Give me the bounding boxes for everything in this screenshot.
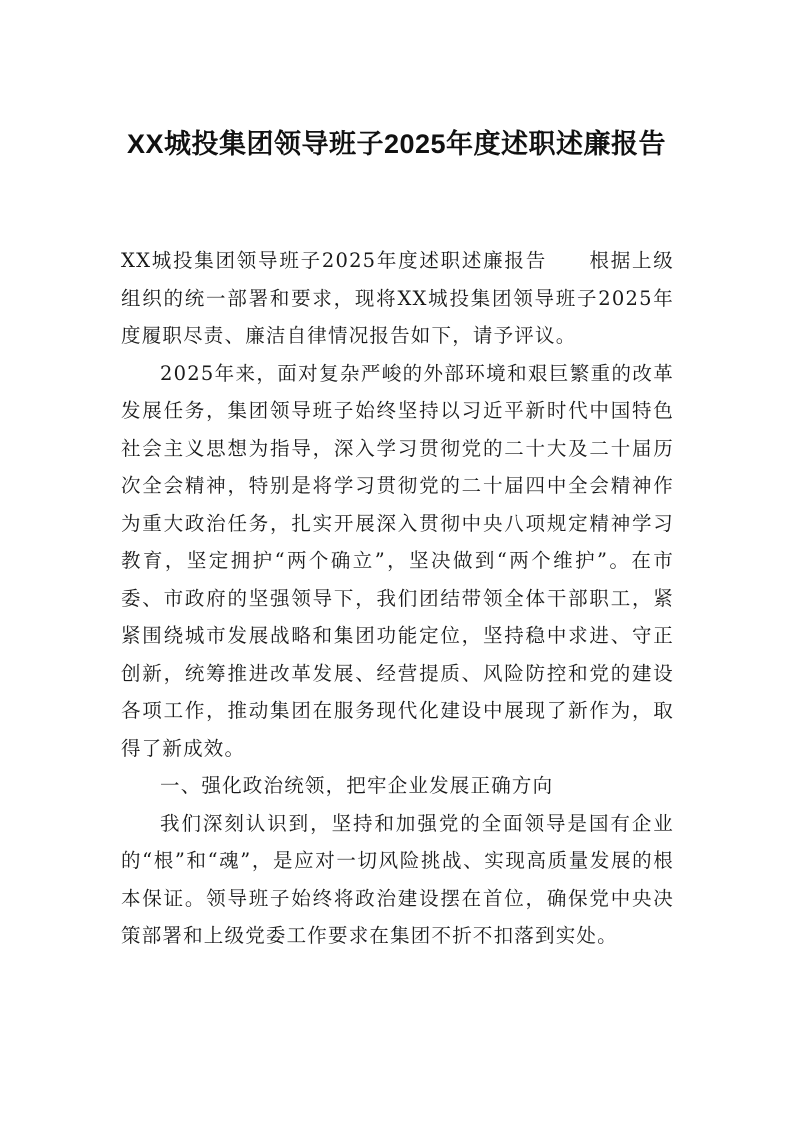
section-heading: 一、强化政治统领，把牢企业发展正确方向 [160,774,554,797]
document-title: XX城投集团领导班子2025年度述职述廉报告 [126,129,667,159]
document-body [121,242,674,955]
lead-paragraph: XX城投集团领导班子2025年度述职述廉报告 根据上级组织的统一部署和要求，现将XX城投集团领导班子2025年度履职尽责、廉洁自律情况报告如下，请予评议。 [121,249,674,347]
body-paragraph: 我们深刻认识到，坚持和加强党的全面领导是国有企业的“根”和“魂”，是应对一切风险挑战、实现高质量发展的根本保证。领导班子始终将政治建设摆在首位，确保党中央决策部署和上级党委工作要求在集团不折不扣落到实处。 [121,811,674,947]
body-paragraph: 2025年来，面对复杂严峻的外部环境和艰巨繁重的改革发展任务，集团领导班子始终坚持以习近平新时代中国特色社会主义思想为指导，深入学习贯彻党的二十大及二十届历次全会精神，特别是将学习贯彻党的二十届四中全会精神作为重大政治任务，扎实开展深入贯彻中央八项规定精神学习教育，坚定拥护“两个确立”，坚决做到“两个维护”。在市委、市政府的坚强领导下，我们团结带领全体干部职工，紧紧围绕城市发展战略和集团功能定位，坚持稳中求进、守正创新，统筹推进改革发展、经营提质、风险防控和党的建设各项工作，推动集团在服务现代化建设中展现了新作为，取得了新成效。 [121,361,674,760]
